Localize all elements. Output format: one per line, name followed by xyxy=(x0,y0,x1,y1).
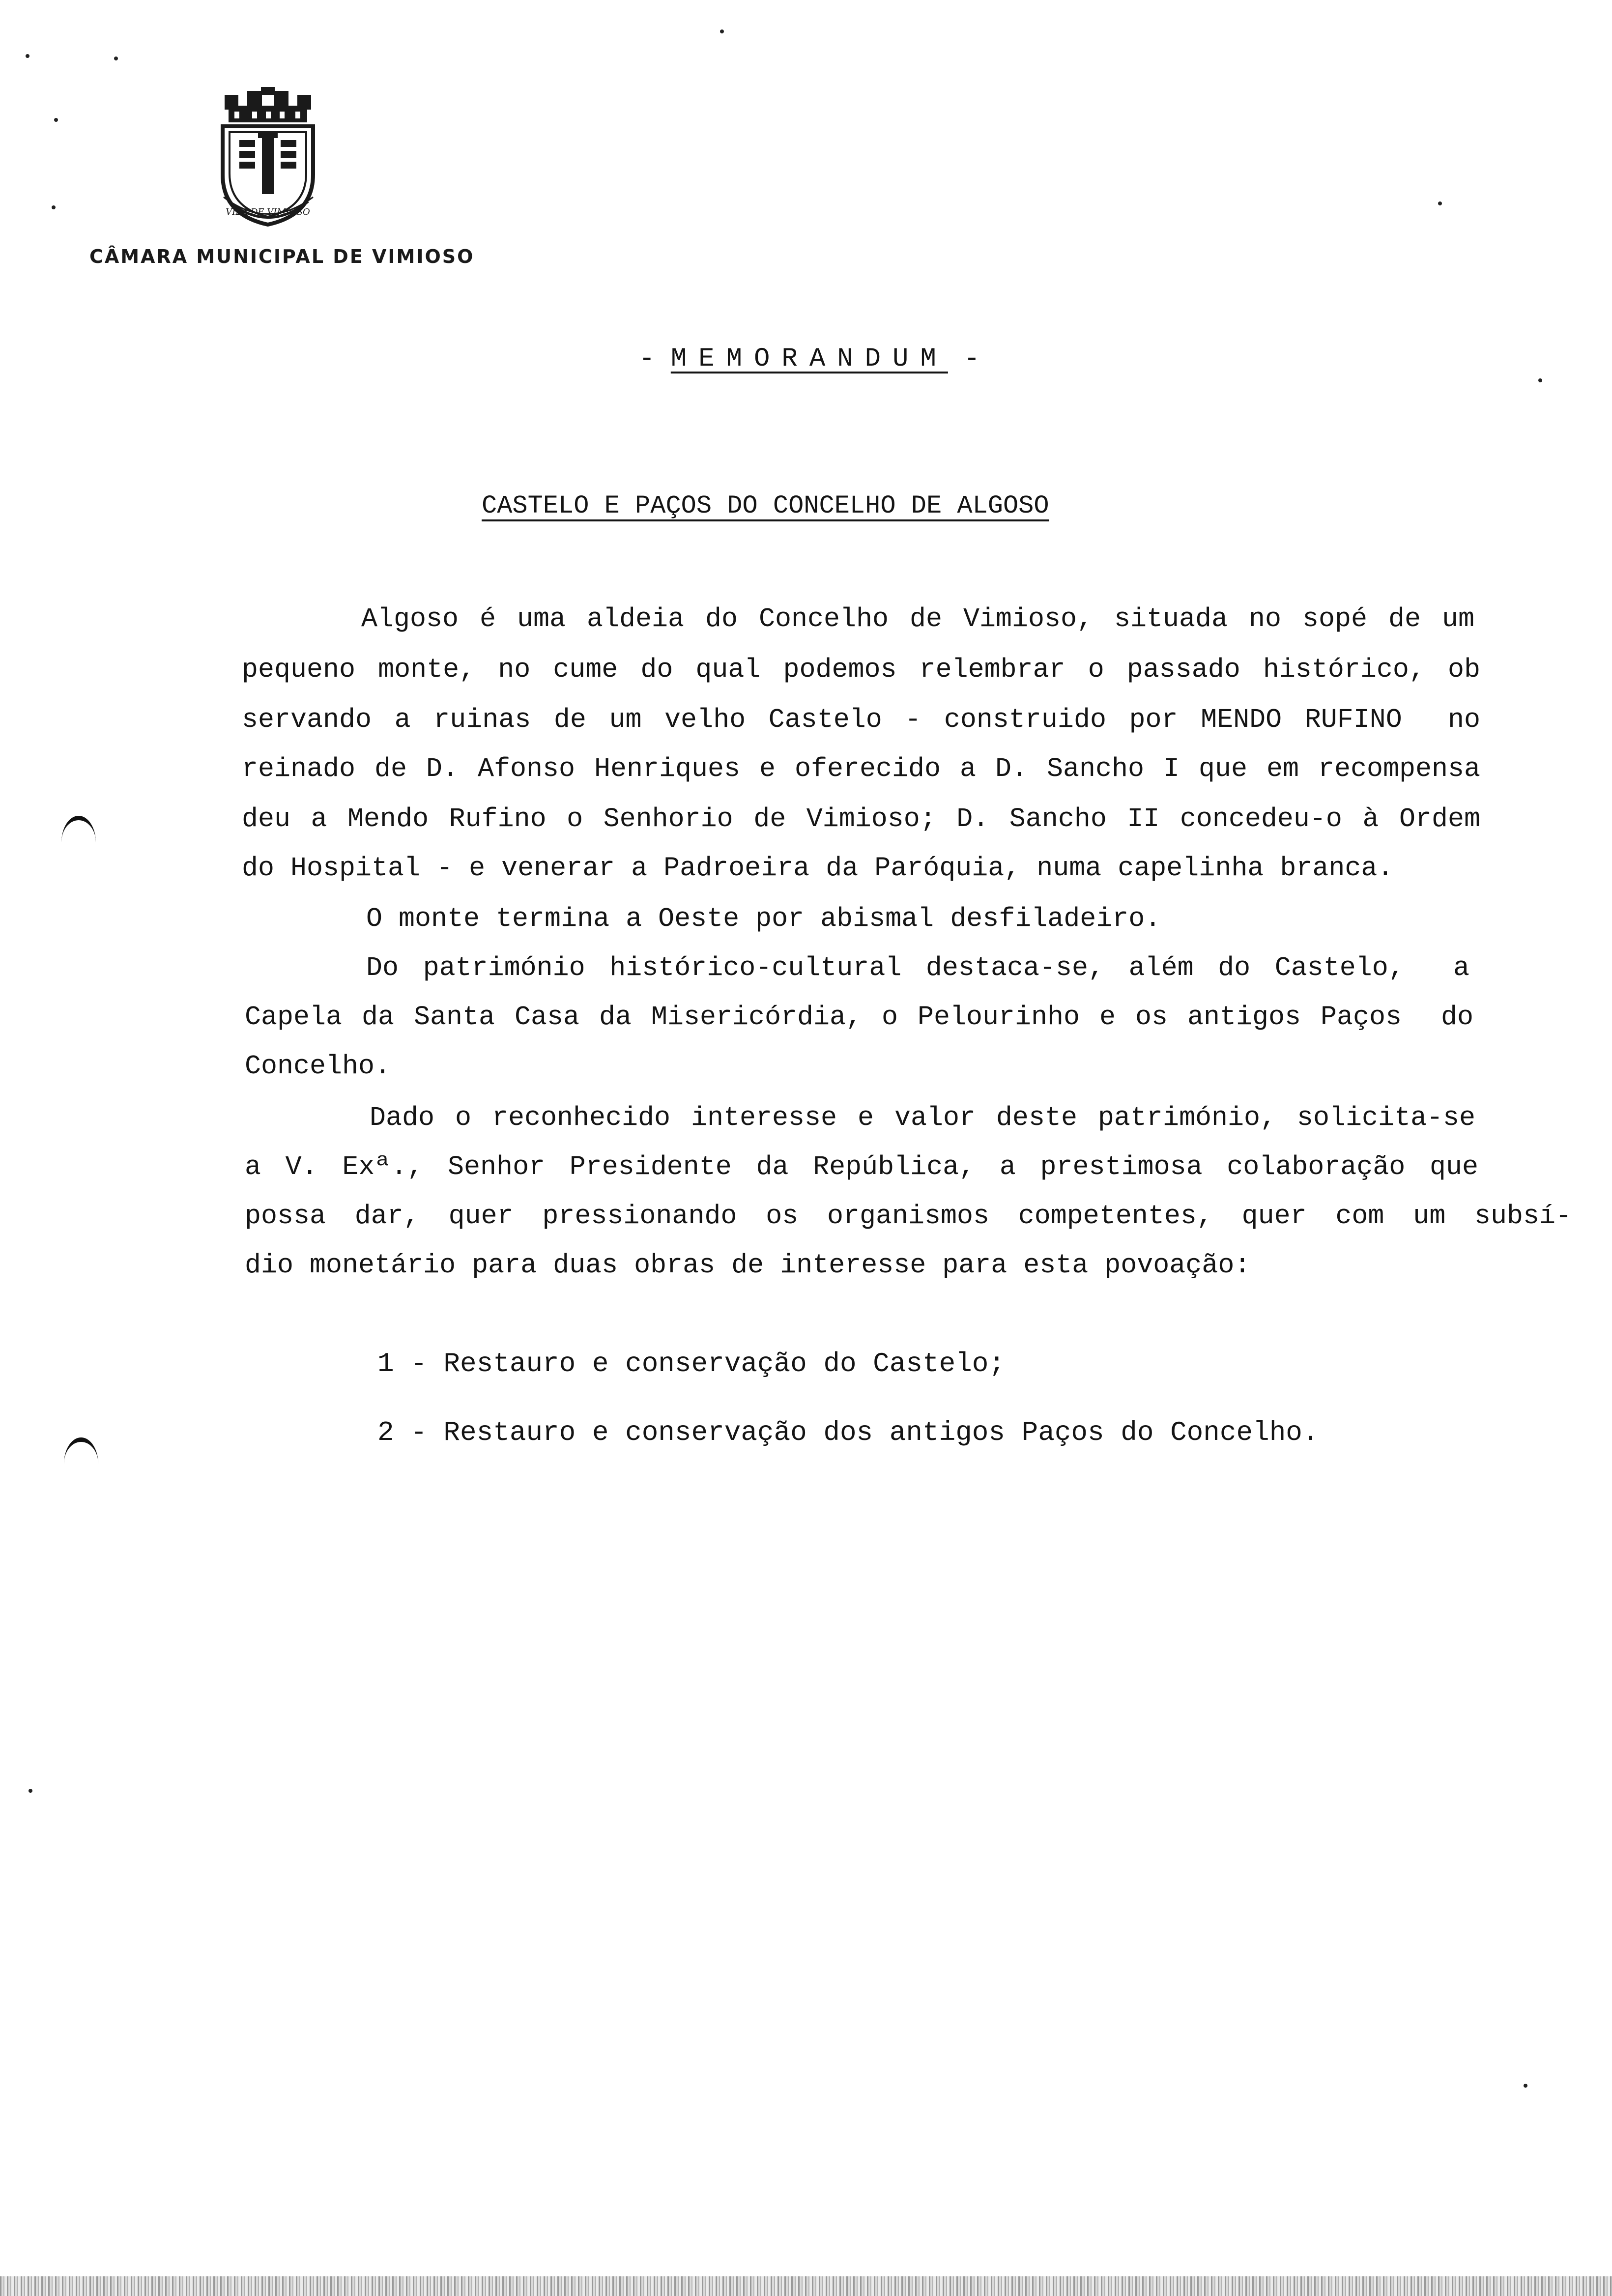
body-line: Algoso é uma aldeia do Concelho de Vimioso, situada no sopé de um xyxy=(361,603,1474,634)
scan-speck xyxy=(1524,2084,1527,2088)
body-line: Capela da Santa Casa da Misericórdia, o Pelourinho e os antigos Paços do xyxy=(245,1002,1473,1033)
scan-speck xyxy=(52,205,56,209)
punch-hole-mark xyxy=(61,816,96,842)
scan-speck xyxy=(29,1789,32,1793)
body-line: servando a ruinas de um velho Castelo - construido por MENDO RUFINO no xyxy=(242,704,1480,735)
body-line: Concelho. xyxy=(245,1051,391,1082)
svg-text:VILA DE VIMIOSO: VILA DE VIMIOSO xyxy=(226,207,310,217)
body-line: O monte termina a Oeste por abismal desfiladeiro. xyxy=(366,903,1161,934)
body-line: dio monetário para duas obras de interesse para esta povoação: xyxy=(245,1250,1251,1281)
scan-speck xyxy=(114,57,118,60)
body-line: Dado o reconhecido interesse e valor deste património, solicita-se xyxy=(370,1102,1475,1133)
body-line: pequeno monte, no cume do qual podemos relembrar o passado histórico, ob xyxy=(242,654,1480,685)
body-line: possa dar, quer pressionando os organismos competentes, quer com um subsí- xyxy=(245,1201,1572,1232)
scan-speck xyxy=(720,29,724,33)
memo-heading xyxy=(639,344,1130,374)
body-line: reinado de D. Afonso Henriques e oferecido a D. Sancho I que em recompensa xyxy=(242,753,1480,784)
list-item: 2 - Restauro e conservação dos antigos Paços do Concelho. xyxy=(377,1417,1319,1448)
body-line: do Hospital - e venerar a Padroeira da Paróquia, numa capelinha branca. xyxy=(242,853,1394,884)
memo-title: MEMORANDUM xyxy=(670,344,948,374)
scan-speck xyxy=(26,54,29,58)
body-line: a V. Exª., Senhor Presidente da República, a prestimosa colaboração que xyxy=(245,1151,1478,1182)
body-line: Do património histórico-cultural destaca-se, além do Castelo, a xyxy=(366,952,1469,983)
memo-dash-right: - xyxy=(948,344,980,374)
organization-name: CÂMARA MUNICIPAL DE VIMIOSO xyxy=(89,246,475,267)
subject-heading: CASTELO E PAÇOS DO CONCELHO DE ALGOSO xyxy=(482,491,1049,520)
list-item: 1 - Restauro e conservação do Castelo; xyxy=(377,1348,1006,1379)
municipal-crest-icon xyxy=(194,86,342,233)
body-line: deu a Mendo Rufino o Senhorio de Vimioso; D. Sancho II concedeu-o à Ordem xyxy=(242,804,1480,834)
memo-dash-left: - xyxy=(639,344,671,374)
scan-edge-noise xyxy=(0,2276,1612,2296)
scan-speck xyxy=(54,118,58,122)
punch-hole-mark xyxy=(64,1437,98,1464)
scan-speck xyxy=(1438,201,1442,205)
scan-speck xyxy=(1538,378,1542,382)
